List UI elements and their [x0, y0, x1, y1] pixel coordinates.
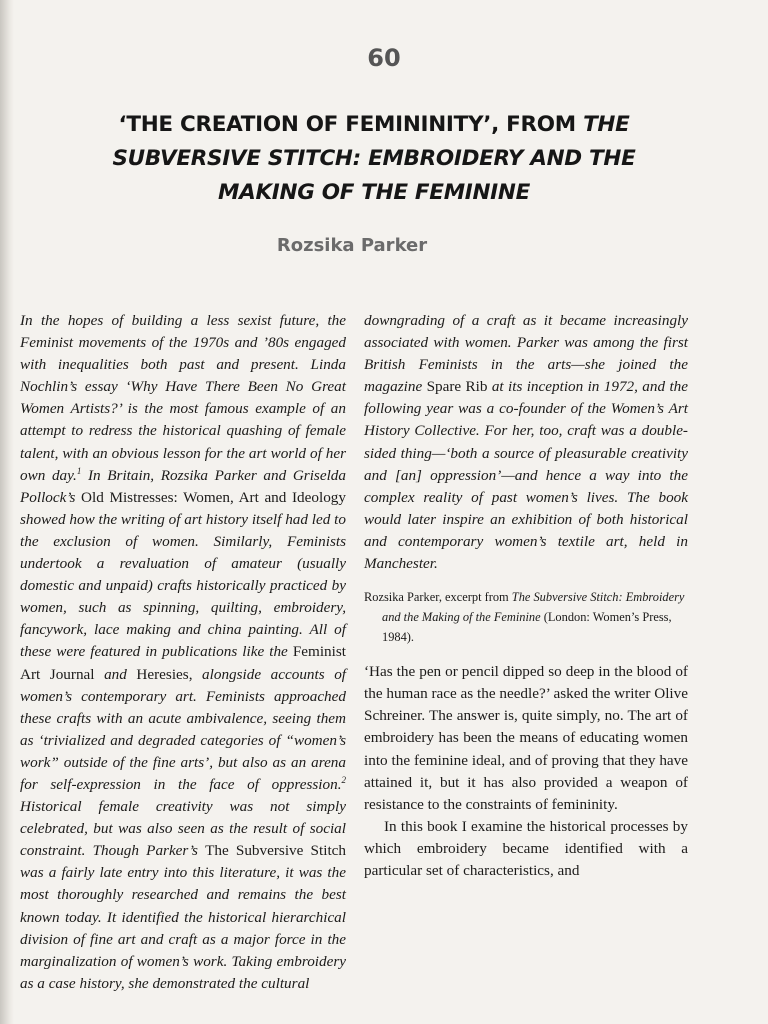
- author-name: Rozsika Parker: [276, 235, 428, 256]
- body-paragraph-2: In this book I examine the historical processes by which embroidery became identified with a particular set of characteristics, and: [364, 817, 688, 879]
- right-column: [364, 310, 688, 882]
- title-line-3: MAKING OF THE FEMININE: [218, 180, 530, 205]
- footnote-ref-1: 1: [76, 465, 82, 476]
- book-title-subversive-stitch: The Subversive Stitch: [205, 842, 346, 860]
- book-title-old-mistresses: Old Mistresses: Women, Art and Ideology: [81, 488, 346, 506]
- footnote-ref-2: 2: [341, 774, 346, 785]
- intro-paragraph-continued: downgrading of a craft as it became increasingly associated with women. Parker was among the first British Feminists in the arts—she joined the magazine Spare Rib at its inception in 1972, and the following year was a co-founder of the Women’s Art History Collective. For her, too, craft was a double-sided thing—‘both a source of pleasurable creativity and [an] oppression’—and hence a way into the complex reality of past women’s lives. The book would later inspire an exhibition of both historical and contemporary women’s textile art, held in Manchester.: [364, 312, 688, 573]
- book-spine-shadow: [0, 0, 14, 1024]
- journal-title-heresies: Heresies,: [136, 665, 193, 683]
- title-line-1: ‘THE CREATION OF FEMININITY’, FROM THE: [118, 112, 630, 137]
- page-number: 60: [367, 44, 401, 72]
- source-citation: Rozsika Parker, excerpt from The Subversive Stitch: Embroidery and the Making of the Feminine (London: Women’s Press, 1984).: [364, 590, 685, 645]
- magazine-title-spare-rib: Spare Rib: [426, 378, 488, 396]
- citation-book-title: The Subversive Stitch: Embroidery and the Making of the Feminine: [382, 590, 685, 625]
- journal-title-feminist-art: Feminist Art Journal: [20, 643, 346, 683]
- title-line-2: SUBVERSIVE STITCH: EMBROIDERY AND THE: [112, 146, 636, 171]
- intro-paragraph: In the hopes of building a less sexist future, the Feminist movements of the 1970s and ’80s engaged with inequalities both past and present. Linda Nochlin’s essay ‘Why Have There Been No Great Women Artists?’ is the most famous example of an attempt to redress the historical quashing of female talent, with an obvious lesson for the art world of her own day.$^1$ In Britain, Rozsika Parker and Griselda Pollock’s Old Mistresses: Women, Art and Ideology showed how the writing of art history itself had led to the exclusion of women. Similarly, Feminists undertook a revaluation of amateur (usually domestic and unpaid) crafts historically practiced by women, such as spinning, quilting, embroidery, fancywork, lace making and china painting. All of these were featured in publications like the Feminist Art Journal and Heresies, alongside accounts of women’s contemporary art. Feminists approached these crafts with an acute ambivalence, seeing them as ‘trivialized and degraded categories of “women’s work” outside of the fine arts’, but also as an arena for self-expression in the face of oppression.$^2$ Historical female creativity was not simply celebrated, but was also seen as the result of social constraint. Though Parker’s The Subversive Stitch was a fairly late entry into this literature, it was the most thoroughly researched and remains the best known today. It identified the historical hierarchical division of fine art and craft as a major force in the marginalization of women’s work. Taking embroidery as a case history, she demonstrated the cultural: [20, 312, 347, 992]
- left-column: [20, 310, 346, 995]
- body-paragraph-1: ‘Has the pen or pencil dipped so deep in the blood of the human race as the needle?’ asked the writer Olive Schreiner. The answer is, quite simply, no. The art of embroidery has been the means of educating women into the feminine ideal, and of proving that they have attained it, but it has also provided a weapon of resistance to the constraints of femininity.: [364, 663, 688, 813]
- chapter-title: [40, 108, 708, 210]
